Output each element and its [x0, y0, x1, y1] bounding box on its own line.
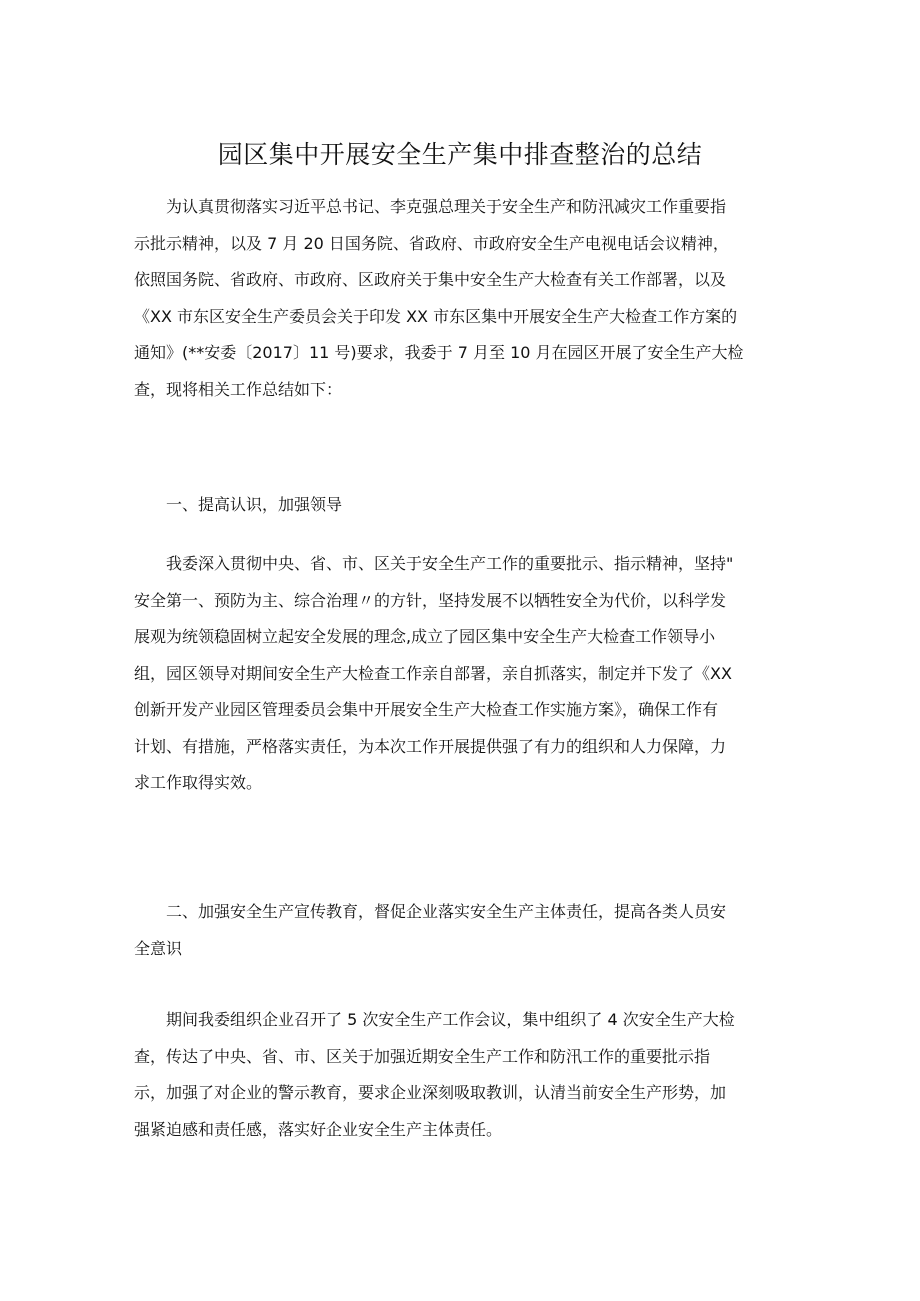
section-1-heading: 一、提高认识，加强领导	[166, 495, 343, 514]
section-1-line-2: 安全第一、预防为主、综合治理〃的方针，坚持发展不以牺牲安全为代价，以科学发	[134, 590, 727, 610]
intro-line-4: 《XX 市东区安全生产委员会关于印发 XX 市东区集中开展安全生产大检查工作方案的	[134, 306, 738, 326]
intro-paragraph	[134, 189, 774, 408]
section-1-line-5: 创新开发产业园区管理委员会集中开展安全生产大检查工作实施方案》，确保工作有	[134, 700, 719, 719]
section-2-line-2: 查，传达了中央、省、市、区关于加强近期安全生产工作和防汛工作的重要批示指	[134, 1046, 711, 1066]
section-2-heading-line-2: 全意识	[134, 938, 183, 958]
section-2-line-4: 强紧迫感和责任感，落实好企业安全生产主体责任。	[134, 1119, 503, 1139]
section-1-paragraph	[134, 546, 774, 802]
section-2-paragraph	[134, 1002, 774, 1148]
intro-line-5: 通知》(**安委〔2017〕11 号)要求，我委于 7 月至 10 月在园区开展了安全生产大检	[134, 343, 744, 362]
section-2-heading	[134, 894, 774, 967]
section-1-line-4: 组，园区领导对期间安全生产大检查工作亲自部署，亲自抓落实，制定并下发了《XX	[134, 663, 732, 683]
document-title: 园区集中开展安全生产集中排查整治的总结	[217, 139, 703, 169]
intro-line-6: 查，现将相关工作总结如下：	[134, 379, 343, 399]
section-2-heading-line-1: 二、加强安全生产宣传教育，督促企业落实安全生产主体责任，提高各类人员安	[166, 902, 727, 921]
section-1-line-3: 展观为统领稳固树立起安全发展的理念,成立了园区集中安全生产大检查工作领导小	[134, 627, 716, 646]
intro-line-2: 示批示精神，以及 7 月 20 日国务院、省政府、市政府安全生产电视电话会议精神，	[134, 233, 729, 253]
intro-line-1: 为认真贯彻落实习近平总书记、李克强总理关于安全生产和防汛减灾工作重要指	[166, 197, 727, 216]
section-1-line-7: 求工作取得实效。	[134, 773, 263, 792]
intro-line-3: 依照国务院、省政府、市政府、区政府关于集中安全生产大检查有关工作部署，以及	[134, 270, 727, 289]
section-2-line-3: 示，加强了对企业的警示教育，要求企业深刻吸取教训，认清当前安全生产形势，加	[134, 1083, 727, 1102]
section-1-line-6: 计划、有措施，严格落实责任，为本次工作开展提供强了有力的组织和人力保障，力	[134, 736, 727, 756]
section-1-line-1: 我委深入贯彻中央、省、市、区关于安全生产工作的重要批示、指示精神，坚持"	[166, 554, 734, 573]
section-2-line-1: 期间我委组织企业召开了 5 次安全生产工作会议，集中组织了 4 次安全生产大检	[166, 1010, 735, 1029]
